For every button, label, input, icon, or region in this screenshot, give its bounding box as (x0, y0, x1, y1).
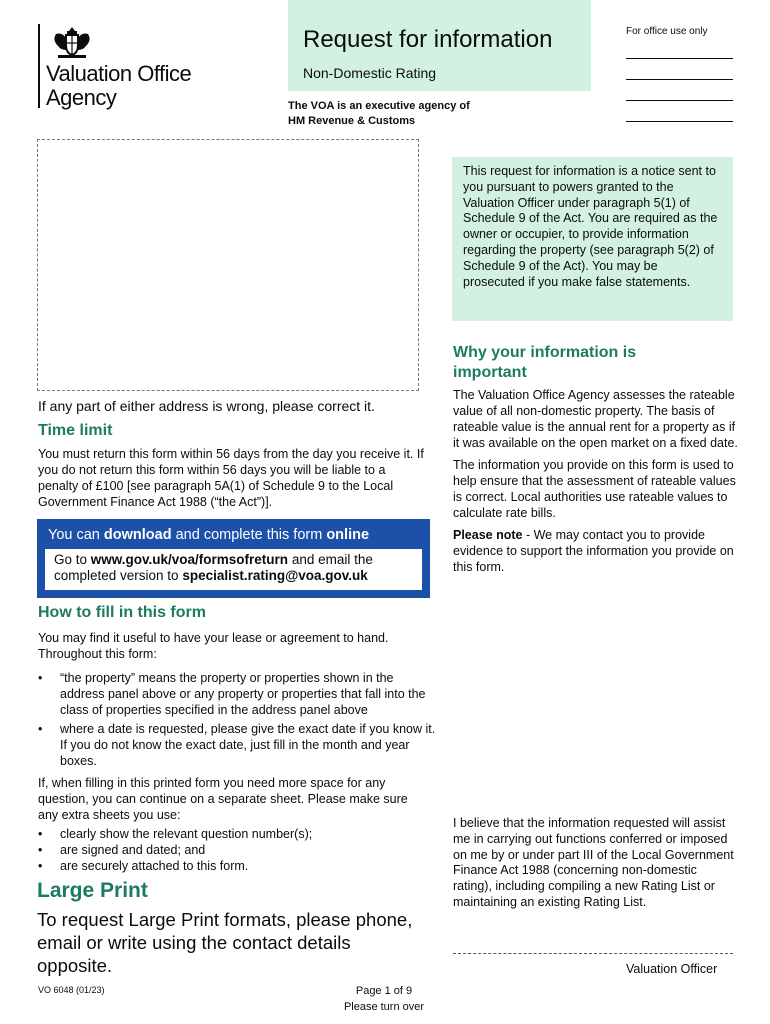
brand-line-2: Agency (46, 85, 117, 110)
please-note-label: Please note (453, 528, 523, 542)
signature-line[interactable] (453, 953, 733, 954)
online-emphasis: online (326, 527, 370, 543)
how-intro (38, 630, 428, 662)
address-panel[interactable] (37, 139, 419, 391)
turn-over-note: Please turn over (343, 1001, 425, 1013)
extra-sheets-bullets (38, 826, 438, 874)
office-use-label: For office use only (626, 26, 708, 37)
extra-sheets-intro: If, when filling in this printed form you need more space for any question, you can continue on a separate sheet. Please make sure any extra sheets you use: (38, 776, 408, 822)
office-use-line[interactable] (626, 58, 733, 59)
list-item: • are securely attached to this form. (38, 858, 438, 874)
office-use-line[interactable] (626, 121, 733, 122)
brand-bar (38, 24, 40, 108)
list-item: • “the property” means the property or properties shown in the address panel above or any property or properties that fall into the class of properties specified in the address panel above (38, 670, 438, 718)
royal-crest-icon (50, 24, 94, 60)
office-use-line[interactable] (626, 79, 733, 80)
list-item: • are signed and dated; and (38, 842, 438, 858)
legal-notice: This request for information is a notice sent to you pursuant to powers granted to the Valuation Officer under paragraph 5(1) of Schedule 9 of the Act. You are required as the owner or occupier, to provide information regarding the property (see paragraph 5(2) of Schedule 9 of the Act). You may be prosecuted if you make false statements. (452, 157, 733, 321)
brand-line-1: Valuation Office (46, 61, 192, 86)
brand-name (46, 62, 191, 110)
how-intro-line: Throughout this form: (38, 647, 157, 661)
goto-text: Go to (54, 552, 91, 567)
how-to-fill-heading: How to fill in this form (38, 604, 206, 621)
time-limit-heading: Time limit (38, 422, 113, 439)
email-link[interactable]: specialist.rating@voa.gov.uk (182, 568, 368, 583)
large-print-heading: Large Print (37, 879, 148, 902)
why-heading: Why your information is important (453, 344, 637, 381)
form-code: VO 6048 (01/23) (38, 985, 105, 995)
how-intro-line: You may find it useful to have your lease or agreement to hand. (38, 631, 389, 645)
address-correction-note: If any part of either address is wrong, please correct it. (38, 398, 375, 414)
online-heading (48, 527, 369, 543)
goto-text: and email the completed version to (54, 552, 373, 583)
please-note-text: - We may contact you to provide evidence to support the information you provide on this form. (453, 528, 734, 574)
page-title: Request for information (303, 26, 553, 53)
online-text: You can (48, 527, 104, 543)
online-instructions (45, 549, 422, 590)
page-subtitle: Non-Domestic Rating (303, 65, 437, 81)
why-paragraph: The information you provide on this form is used to help ensure that the assessment of rateable values is correct. Local authorities use rateable values to calculate rate bills. (453, 458, 736, 520)
download-emphasis: download (103, 527, 172, 543)
online-form-panel (37, 519, 430, 598)
online-text: and complete this form (171, 527, 327, 543)
exec-agency-note (288, 99, 470, 129)
officer-statement: I believe that the information requested will assist me in carrying out functions conferred or imposed on me by or under part III of the Local Government Finance Act 1988 (concerning non-domestic rating), including compiling a new Rating List or maintaining an existing Rating List. (453, 816, 734, 909)
page-count: Page 1 of 9 (355, 985, 413, 997)
exec-line-2: HM Revenue & Customs (288, 115, 416, 127)
exec-line-1: The VOA is an executive agency of (288, 100, 470, 112)
office-use-line[interactable] (626, 100, 733, 101)
page-number (300, 983, 468, 1015)
why-paragraph: The Valuation Office Agency assesses the rateable value of all non-domestic property. The basis of rateable value is the annual rent for a property as if it was available on the open market on a fixed date. (453, 388, 738, 450)
please-note (453, 527, 738, 575)
large-print-text: To request Large Print formats, please phone, email or write using the contact details opposite. (37, 909, 413, 976)
how-bullets (38, 670, 438, 772)
forms-url-link[interactable]: www.gov.uk/voa/formsofreturn (90, 552, 289, 567)
signatory-label: Valuation Officer (626, 962, 718, 976)
time-limit-text: You must return this form within 56 days from the day you receive it. If you do not return this form within 56 days you will be liable to a penalty of £100 [see paragraph 5A(1) of Schedule 9 to the Local Government Finance Act 1988 (“the Act”)]. (38, 447, 424, 509)
list-item: • clearly show the relevant question number(s); (38, 826, 438, 842)
why-body (453, 387, 738, 581)
list-item: • where a date is requested, please give the exact date if you know it. If you do not know the exact date, just fill in the month and year boxes. (38, 721, 438, 769)
